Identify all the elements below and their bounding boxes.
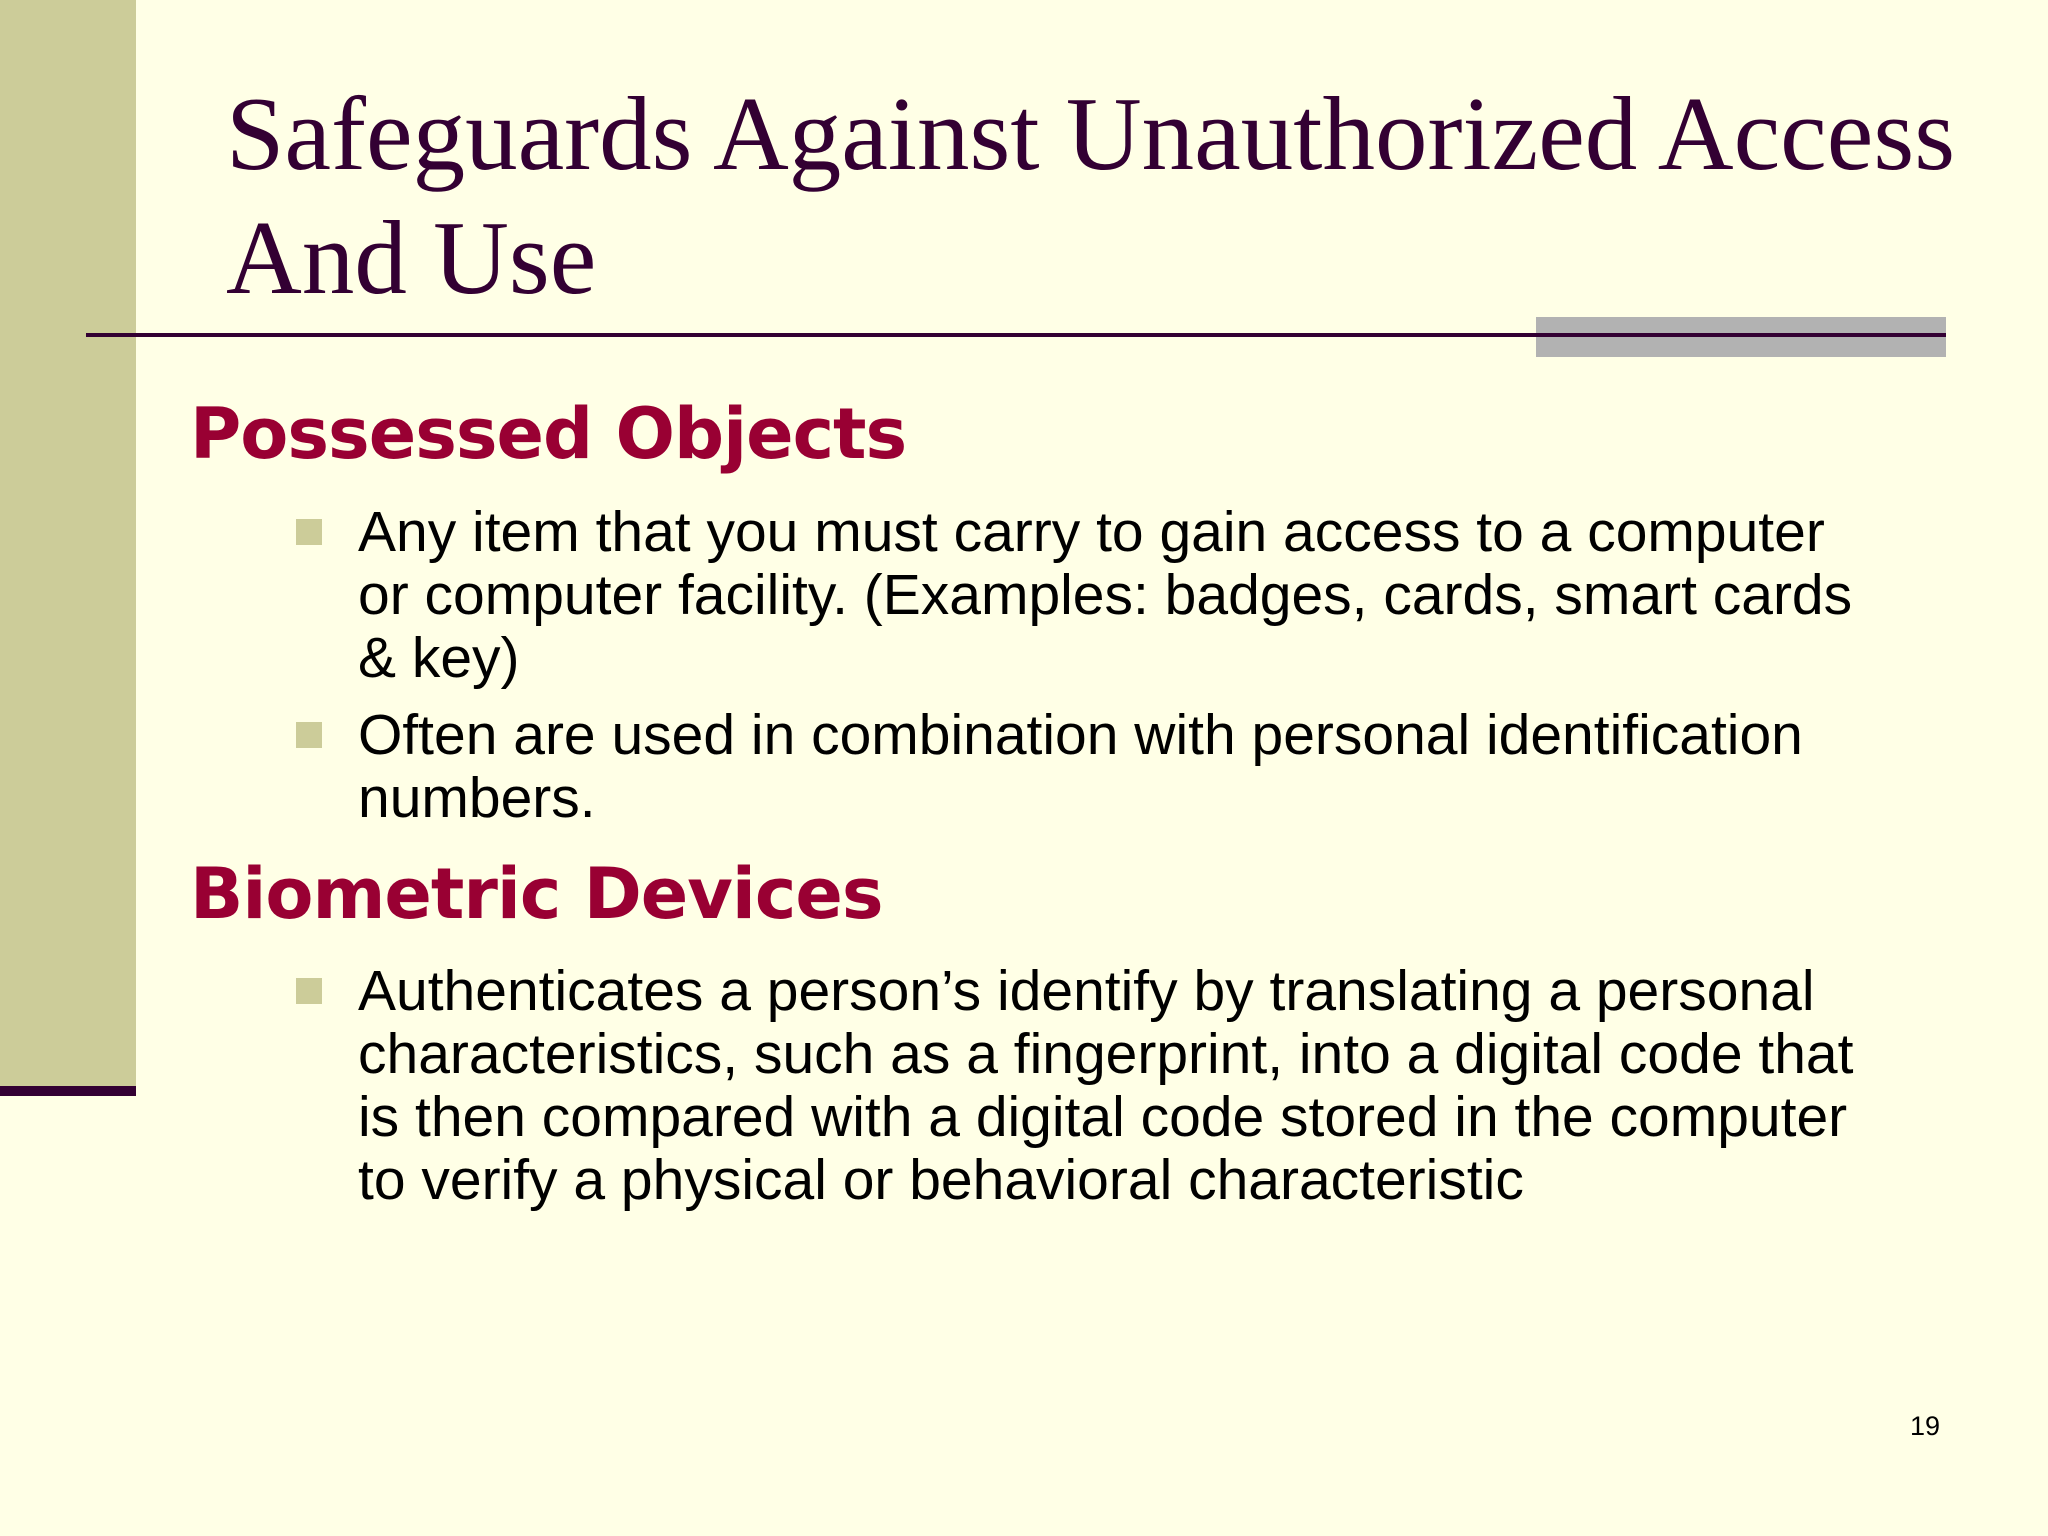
- section-heading-possessed-objects: Possessed Objects: [190, 393, 907, 475]
- list-item: [296, 501, 1856, 690]
- bullet-text: Authenticates a person’s identify by translating a personal characteristics, such as a fingerprint, into a digital code that is then compared with a digital code stored in the computer to verify a physical or behavioral characteristic: [358, 959, 1854, 1212]
- section-heading-biometric-devices: Biometric Devices: [190, 853, 883, 935]
- title-accent-bar: [1536, 317, 1946, 357]
- possessed-objects-bullet-list: [296, 501, 1856, 844]
- biometric-devices-bullet-list: [296, 960, 1856, 1226]
- bullet-text: Any item that you must carry to gain access to a computer or computer facility. (Examples: badges, cards, smart cards & key): [358, 500, 1853, 690]
- square-bullet-icon: [296, 978, 322, 1004]
- bullet-text: Often are used in combination with personal identification numbers.: [358, 703, 1803, 830]
- page-number: 19: [1909, 1411, 1940, 1441]
- square-bullet-icon: [296, 722, 322, 748]
- square-bullet-icon: [296, 519, 322, 545]
- list-item: [296, 960, 1856, 1212]
- title-accent-line: [1536, 333, 1946, 337]
- left-sidebar-bar: [0, 0, 136, 1086]
- list-item: [296, 704, 1856, 830]
- slide-title: Safeguards Against Unauthorized Access And Use: [226, 75, 1956, 316]
- left-sidebar-underline: [0, 1086, 136, 1096]
